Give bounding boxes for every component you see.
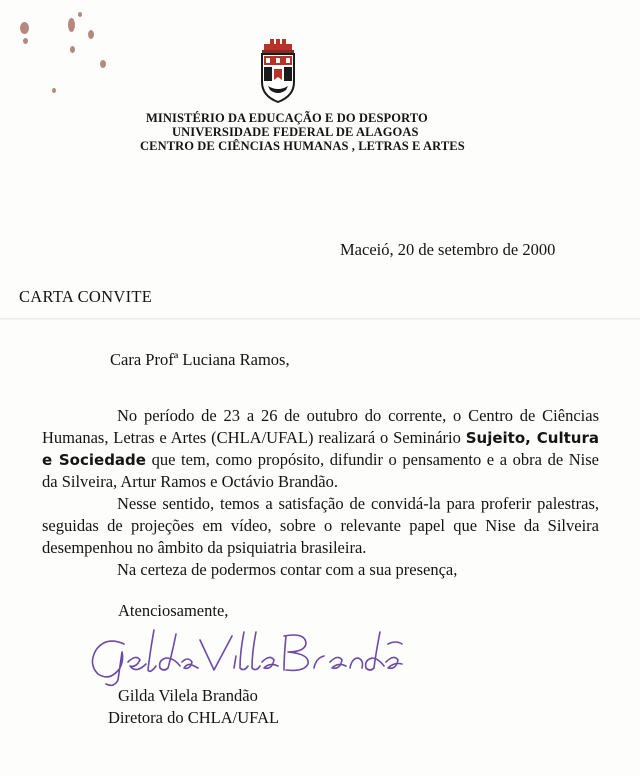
university-line: UNIVERSIDADE FEDERAL DE ALAGOAS <box>172 125 419 139</box>
salutation: Cara Profª Luciana Ramos, <box>110 350 290 369</box>
signer-role: Diretora do CHLA/UFAL <box>108 708 280 727</box>
stain-mark <box>20 22 29 34</box>
stain-mark <box>100 60 106 68</box>
paragraph-1 <box>42 405 599 493</box>
letter-title: CARTA CONVITE <box>19 287 153 306</box>
stain-mark <box>52 88 56 93</box>
letter-body <box>42 405 599 581</box>
closing: Atenciosamente, <box>118 601 229 620</box>
paragraph-1-after: que tem, como propósito, difundir o pensamento e a obra de Nise da Silveira, Artur Ramos e Octávio Brandão. <box>42 450 600 491</box>
ministry-line: MINISTÉRIO DA EDUCAÇÃO E DO DESPORTO <box>146 111 428 125</box>
paper-fold-line <box>0 318 640 320</box>
handwritten-signature <box>84 622 404 692</box>
stain-mark <box>78 12 82 17</box>
stain-mark <box>68 18 75 32</box>
stain-mark <box>70 46 75 53</box>
center-line: CENTRO DE CIÊNCIAS HUMANAS , LETRAS E ARTES <box>140 139 465 153</box>
signer-name: Gilda Vilela Brandão <box>118 686 258 705</box>
paragraph-2: Nesse sentido, temos a satisfação de convidá-la para proferir palestras, seguidas de projeções em vídeo, sobre o relevante papel que Nise da Silveira desempenhou no âmbito da psiquiatria brasileira. <box>42 494 599 557</box>
stain-mark <box>88 30 94 39</box>
paragraph-1-before: No período de 23 a 26 de outubro do corrente, o Centro de Ciências Humanas, Letras e Artes (CHLA/UFAL) realizará o Seminário <box>42 406 599 447</box>
stain-mark <box>23 38 28 44</box>
letter-date: Maceió, 20 de setembro de 2000 <box>340 240 556 259</box>
seminar-title: Sujeito, Cultura e Sociedade <box>42 429 599 469</box>
paragraph-3: Na certeza de podermos contar com a sua presença, <box>117 560 458 579</box>
university-crest-icon <box>258 38 298 104</box>
